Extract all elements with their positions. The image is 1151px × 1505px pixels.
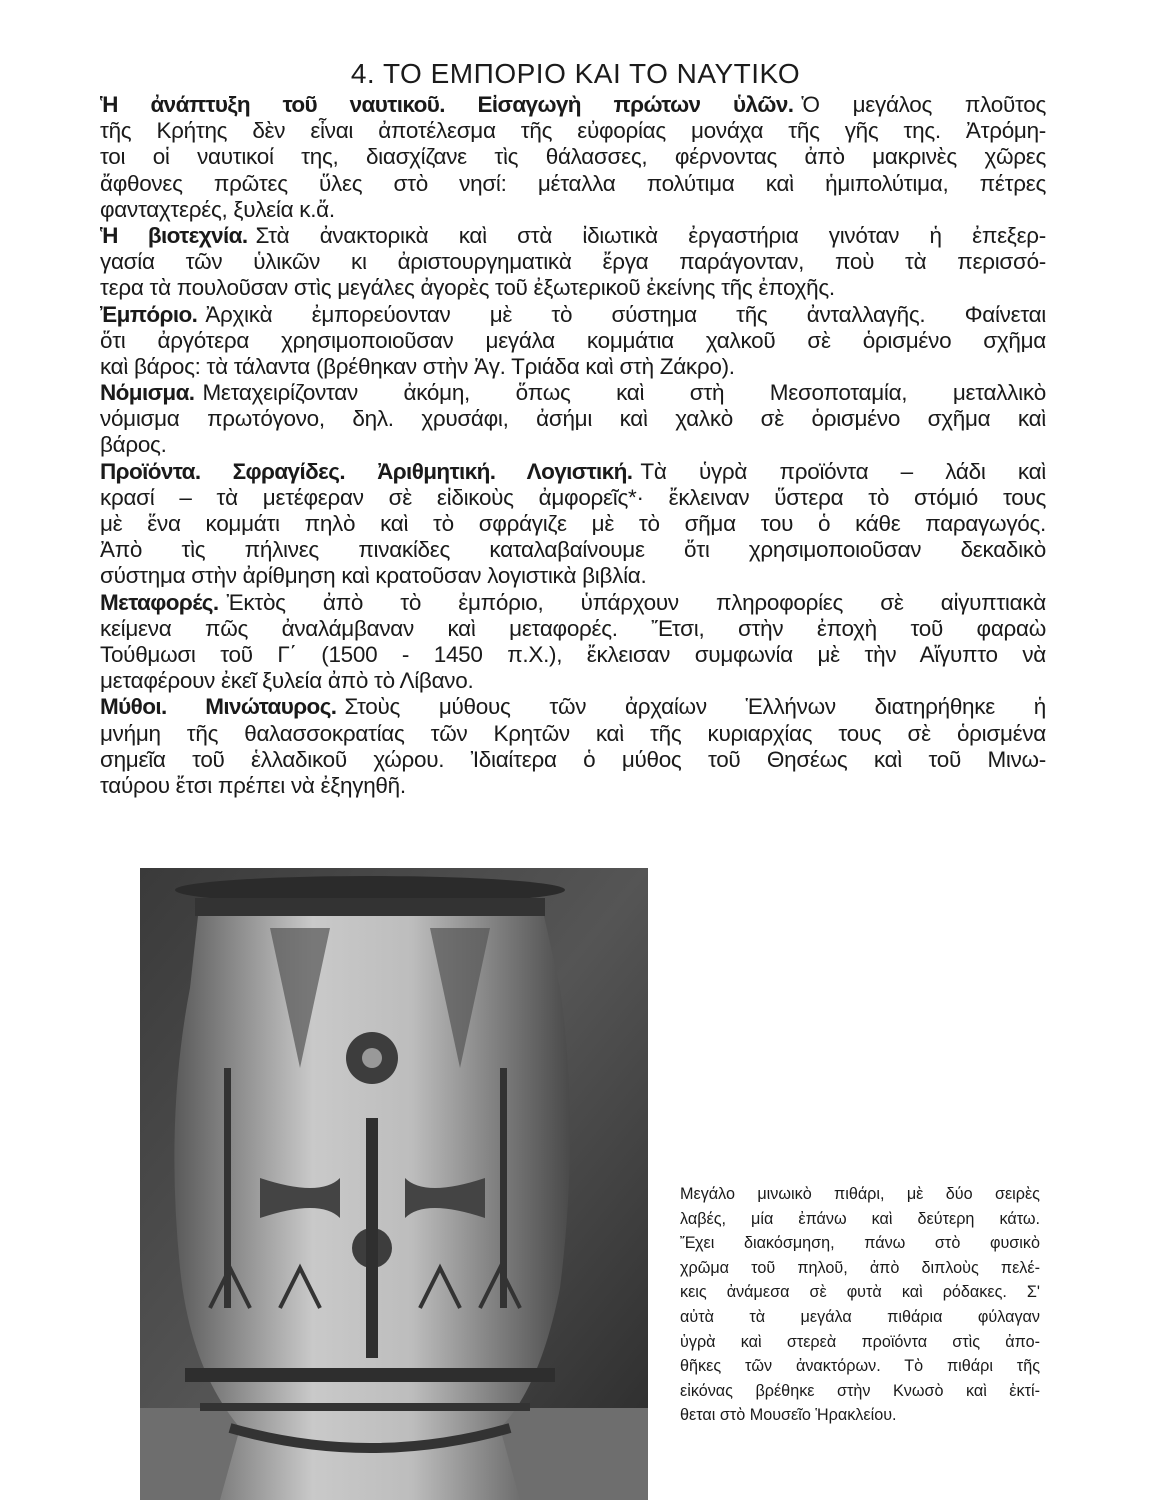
text-line [100, 249, 1046, 275]
text-line [100, 773, 1046, 799]
paragraph [100, 459, 1046, 590]
caption-line: θεται στὸ Μουσεῖο Ἡρακλείου. [680, 1406, 897, 1425]
line-text: κείμενα πῶς ἀναλάμβαναν καὶ μεταφορές. Ἔτσι, στὴν ἐποχὴ τοῦ φαραὼ [100, 615, 1046, 641]
line-text: μνήμη τῆς θαλασσοκρατίας τῶν Κρητῶν καὶ τῆς κυριαρχίας τους σὲ ὁρισμένα [100, 720, 1046, 746]
caption-line: λαβές, μία ἐπάνω καὶ δεύτερη κάτω. [680, 1209, 1040, 1228]
line-text: σημεῖα τοῦ ἑλλαδικοῦ χώρου. Ἰδιαίτερα ὁ μύθος τοῦ Θησέως καὶ τοῦ Μινω- [100, 746, 1046, 772]
paragraph [100, 223, 1046, 302]
caption-line: αὐτὰ τὰ μεγάλα πιθάρια φύλαγαν [680, 1307, 1040, 1326]
text-line [100, 721, 1046, 747]
text-line [100, 537, 1046, 563]
paragraph [100, 380, 1046, 459]
line-text: μὲ ἕνα κομμάτι πηλὸ καὶ τὸ σφράγιζε μὲ τὸ σῆμα του ὁ κάθε παραγωγός. [100, 511, 1046, 536]
text-line [100, 563, 1046, 589]
line-text: τῆς Κρήτης δὲν εἶναι ἀποτέλεσμα τῆς εὐφορίας μονάχα τῆς γῆς της. Ἀτρόμη- [100, 118, 1046, 144]
line-text: Στοὺς μύθους τῶν ἀρχαίων Ἑλλήνων διατηρήθηκε ἡ [344, 694, 1046, 720]
line-text: Ἐκτὸς ἀπὸ τὸ ἐμπόριο, ὑπάρχουν πληροφορίες σὲ αἰγυπτιακὰ [226, 589, 1046, 615]
text-line [100, 275, 1046, 301]
text-line [100, 92, 1046, 118]
line-text: γασία τῶν ὑλικῶν κι ἀριστουργηματικὰ ἔργα παράγονταν, ποὺ τὰ περισσό- [100, 249, 1046, 275]
text-line [100, 432, 1046, 458]
paragraph-heading: Ἐμπόριο. [100, 301, 198, 327]
line-text: Ἀπὸ τὶς πήλινες πινακίδες καταλαβαίνουμε ὅτι χρησιμοποιοῦσαν δεκαδικὸ [100, 537, 1046, 563]
pithos-photo [140, 868, 648, 1500]
text-line [100, 590, 1046, 616]
line-text: Τούθμωσι τοῦ Γ΄ (1500 - 1450 π.Χ.), ἔκλεισαν συμφωνία μὲ τὴν Αἴγυπτο νὰ [100, 641, 1046, 667]
paragraph [100, 92, 1046, 223]
line-text: ταύρου ἔτσι πρέπει νὰ ἐξηγηθῆ. [100, 772, 406, 798]
text-line [100, 328, 1046, 354]
line-text: ὅτι ἀργότερα χρησιμοποιοῦσαν μεγάλα κομμάτια χαλκοῦ σὲ ὁρισμένο σχῆμα [100, 327, 1046, 353]
caption-line: θῆκες τῶν ἀνακτόρων. Τὸ πιθάρι τῆς [680, 1357, 1040, 1376]
line-text: ἄφθονες πρῶτες ὕλες στὸ νησί: μέταλλα πολύτιμα καὶ ἡμιπολύτιμα, πέτρες [100, 170, 1046, 196]
line-text: κρασί – τὰ μετέφεραν σὲ εἰδικοὺς ἀμφορεῖς*· ἔκλειναν ὕστερα τὸ στόμιό τους [100, 484, 1046, 510]
text-line [100, 302, 1046, 328]
text-line [100, 668, 1046, 694]
text-line [100, 171, 1046, 197]
text-line [100, 694, 1046, 720]
paragraph-heading: Μύθοι. Μινώταυρος. [100, 694, 337, 720]
line-text: βάρος. [100, 432, 167, 458]
caption-line: εἰκόνας βρέθηκε στὴν Κνωσὸ καὶ ἐκτί- [680, 1381, 1040, 1400]
paragraph [100, 590, 1046, 695]
paragraph-heading: Μεταφορές. [100, 589, 219, 615]
caption-line: κεις ἀνάμεσα σὲ φυτὰ καὶ ρόδακες. Σ' [680, 1283, 1040, 1302]
line-text: Στὰ ἀνακτορικὰ καὶ στὰ ἰδιωτικὰ ἐργαστήρια γινόταν ἡ ἐπεξερ- [255, 222, 1046, 248]
text-line [100, 144, 1046, 170]
line-text: φανταχτερές, ξυλεία κ.ἄ. [100, 196, 335, 222]
line-text: Τὰ ὑγρὰ προϊόντα – λάδι καὶ [640, 458, 1046, 484]
text-line [100, 642, 1046, 668]
line-text: σύστημα στὴν ἀρίθμηση καὶ κρατοῦσαν λογιστικὰ βιβλία. [100, 563, 647, 589]
paragraph [100, 694, 1046, 799]
line-text: νόμισμα πρωτόγονο, δηλ. χρυσάφι, ἀσήμι καὶ χαλκὸ σὲ ὁρισμένο σχῆμα καὶ [100, 406, 1046, 432]
text-line [100, 616, 1046, 642]
line-text: Ἀρχικὰ ἐμπορεύονταν μὲ τὸ σύστημα τῆς ἀνταλλαγῆς. Φαίνεται [205, 301, 1046, 327]
caption-line: ὑγρὰ καὶ στερεὰ προϊόντα στὶς ἀπο- [680, 1332, 1040, 1351]
chapter-title: 4. ΤΟ ΕΜΠΟΡΙΟ ΚΑΙ ΤΟ ΝΑΥΤΙΚΟ [350, 58, 801, 89]
line-text: μεταφέρουν ἐκεῖ ξυλεία ἀπὸ τὸ Λίβανο. [100, 668, 474, 694]
line-text: καὶ βάρος: τὰ τάλαντα (βρέθηκαν στὴν Ἁγ. Τριάδα καὶ στὴ Ζάκρο). [100, 353, 735, 379]
text-line [100, 511, 1046, 537]
paragraph-heading: Προϊόντα. Σφραγίδες. Ἀριθμητική. Λογιστική. [100, 458, 633, 484]
line-text: τερα τὰ πουλοῦσαν στὶς μεγάλες ἀγορὲς τοῦ ἐξωτερικοῦ ἐκείνης τῆς ἐποχῆς. [100, 275, 835, 301]
text-line [100, 118, 1046, 144]
paragraph [100, 302, 1046, 381]
text-line [100, 380, 1046, 406]
caption-line: χρῶμα τοῦ πηλοῦ, ἀπὸ διπλοὺς πελέ- [680, 1258, 1040, 1277]
caption-line: Μεγάλο μινωικὸ πιθάρι, μὲ δύο σειρὲς [680, 1185, 1040, 1203]
line-text: Ὁ μεγάλος πλοῦτος [801, 92, 1046, 117]
body-text [100, 92, 1046, 799]
paragraph-heading: Νόμισμα. [100, 380, 195, 406]
paragraph-heading: Ἡ βιοτεχνία. [100, 222, 248, 248]
text-line [100, 459, 1046, 485]
photo-caption [680, 1182, 1040, 1428]
text-line [100, 223, 1046, 249]
text-line [100, 406, 1046, 432]
caption-line: Ἔχει διακόσμηση, πάνω στὸ φυσικὸ [680, 1234, 1040, 1253]
text-line [100, 485, 1046, 511]
text-line [100, 354, 1046, 380]
text-line [100, 197, 1046, 223]
line-text: Μεταχειρίζονταν ἀκόμη, ὅπως καὶ στὴ Μεσοποταμία, μεταλλικὸ [202, 380, 1046, 406]
line-text: τοι οἱ ναυτικοί της, διασχίζανε τὶς θάλασσες, φέρνοντας ἀπὸ μακρινὲς χῶρες [100, 144, 1046, 170]
paragraph-heading: Ἡ ἀνάπτυξη τοῦ ναυτικοῦ. Εἰσαγωγὴ πρώτων ὑλῶν. [100, 92, 794, 117]
text-line [100, 747, 1046, 773]
